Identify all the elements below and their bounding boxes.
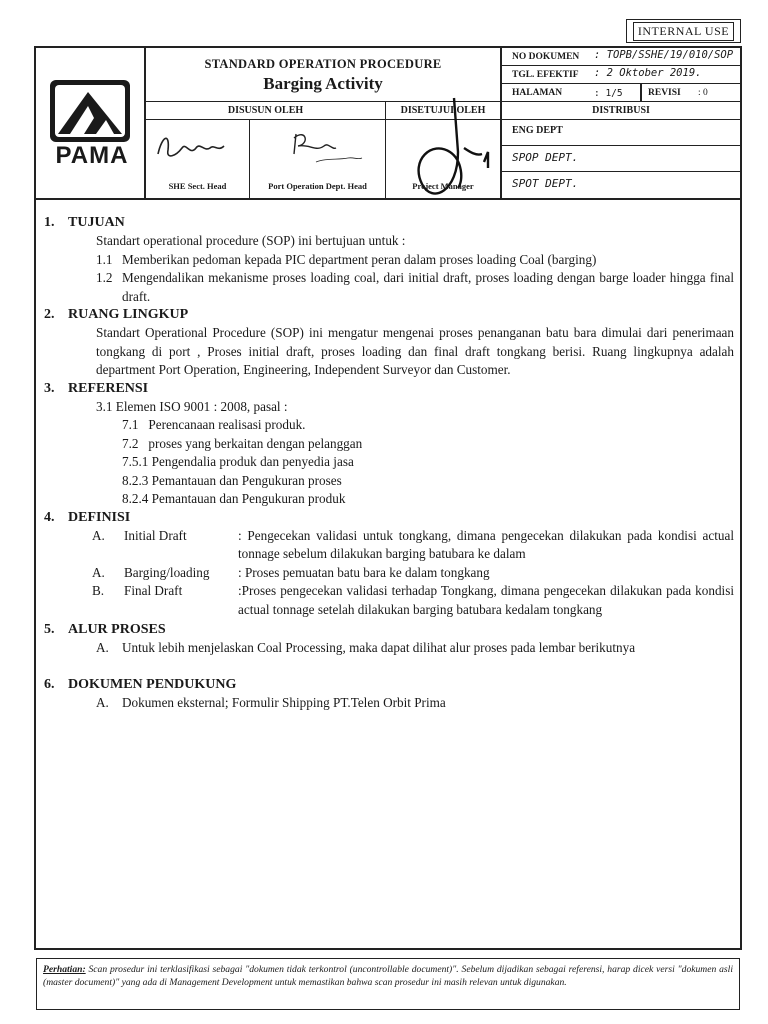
item-text: Memberikan pedoman kepada PIC department peran dalam proses loading Coal (barging) bbox=[122, 251, 597, 267]
definition-letter: B. bbox=[92, 583, 105, 599]
meta-row-halaman bbox=[502, 84, 740, 102]
disclaimer-note bbox=[36, 958, 740, 1010]
note-label: Perhatian: bbox=[43, 964, 86, 975]
item-text: Mengendalikan mekanisme proses loading coal, dari initial draft, proses loading dengan barge loader hingga final draft. bbox=[122, 270, 734, 304]
disetujui-oleh-header: DISETUJUI OLEH bbox=[386, 102, 502, 120]
meta-value: : 1/5 bbox=[594, 88, 623, 99]
section-title-dokumen-pendukung bbox=[44, 676, 734, 694]
signature-box-port bbox=[250, 120, 386, 198]
definition-term: Initial Draft bbox=[124, 527, 187, 543]
distribution-entry: SPOT DEPT. bbox=[512, 177, 579, 190]
section-heading: ALUR PROSES bbox=[68, 621, 166, 637]
definition-row bbox=[44, 582, 734, 619]
definition-desc: :Proses pengecekan validasi terhadap Tongkang, dimana pengecekan dilakukan pada kondisi actual tonnage setelah dilakukan barging batubara kedalam tongkang bbox=[238, 583, 734, 617]
internal-use-stamp: INTERNAL USE bbox=[626, 19, 741, 43]
reference-item: 7.1 Perencanaan realisasi produk. bbox=[122, 417, 306, 433]
definition-letter: A. bbox=[92, 527, 105, 543]
section-number: 5. bbox=[44, 621, 55, 637]
list-item bbox=[44, 251, 734, 269]
role-label: Project Manager bbox=[412, 181, 474, 191]
section-intro: Standart operational procedure (SOP) ini bertujuan untuk : bbox=[96, 233, 406, 249]
meta-value: : TOPB/SSHE/19/010/SOP bbox=[594, 49, 734, 61]
section-number: 3. bbox=[44, 380, 55, 396]
distribution-entry: SPOP DEPT. bbox=[512, 151, 579, 164]
section-title-referensi bbox=[44, 380, 734, 398]
section-heading: DEFINISI bbox=[68, 509, 131, 525]
section-heading: RUANG LINGKUP bbox=[68, 307, 189, 323]
section-title-tujuan bbox=[44, 214, 734, 232]
definition-desc: : Pengecekan validasi untuk tongkang, dimana pengecekan dilakukan pada kondisi actual tonnage sebelum dilakukan barging batubara ke dalam bbox=[238, 527, 734, 562]
signature-box-pm bbox=[386, 120, 502, 198]
distribution-entry: ENG DEPT bbox=[512, 125, 563, 136]
meta-label: TGL. EFEKTIF bbox=[512, 70, 579, 80]
distribution-row bbox=[502, 172, 740, 198]
revisi-value: : 0 bbox=[698, 88, 708, 98]
signature-box-she bbox=[146, 120, 250, 198]
document-meta bbox=[502, 48, 740, 102]
note-text: Scan prosedur ini terklasifikasi sebagai "dokumen tidak terkontrol (uncontrollable document)". Sebelum dijadikan sebagai referensi, harap dicek versi "dokumen asli (master document)" yang ada di Management Development untuk memastikan bahwa scan prosedur ini masih relevan untuk digunakan. bbox=[43, 964, 733, 988]
reference-item: 7.5.1 Pengendalia produk dan penyedia jasa bbox=[122, 454, 354, 470]
section-title-alur-proses bbox=[44, 621, 734, 639]
role-label: SHE Sect. Head bbox=[168, 181, 227, 191]
reference-item: 8.2.4 Pemantauan dan Pengukuran produk bbox=[122, 491, 346, 507]
distribusi-header: DISTRIBUSI bbox=[502, 102, 740, 120]
disusun-oleh-header: DISUSUN OLEH bbox=[146, 102, 386, 120]
distribution-row bbox=[502, 146, 740, 172]
signature-she-icon bbox=[152, 126, 242, 166]
item-letter: A. bbox=[96, 640, 109, 656]
meta-row-nodok bbox=[502, 48, 740, 66]
definition-term: Final Draft bbox=[124, 583, 183, 599]
section-title-definisi bbox=[44, 509, 734, 527]
section-number: 2. bbox=[44, 307, 55, 323]
item-number: 1.2 bbox=[96, 270, 113, 286]
revisi-label: REVISI bbox=[648, 88, 681, 98]
signature-pm-icon bbox=[392, 92, 502, 212]
meta-row-tgl bbox=[502, 66, 740, 84]
company-logo bbox=[36, 48, 146, 198]
reference-item: 8.2.3 Pemantauan dan Pengukuran proses bbox=[122, 472, 342, 488]
item-text: Untuk lebih menjelaskan Coal Processing, maka dapat dilihat alur proses pada lembar berikutnya bbox=[122, 640, 636, 656]
item-letter: A. bbox=[96, 695, 109, 711]
reference-item: 7.2 proses yang berkaitan dengan pelanggan bbox=[122, 435, 363, 451]
section-title-ruang-lingkup bbox=[44, 306, 734, 324]
meta-divider bbox=[640, 84, 642, 101]
item-number: 1.1 bbox=[96, 251, 113, 267]
section-number: 1. bbox=[44, 215, 55, 230]
item-text: Dokumen eksternal; Formulir Shipping PT.Telen Orbit Prima bbox=[122, 695, 446, 711]
meta-label: NO DOKUMEN bbox=[512, 52, 580, 62]
signature-port-icon bbox=[276, 124, 376, 168]
distribution-row bbox=[502, 120, 740, 146]
list-item bbox=[44, 269, 734, 306]
section-heading: REFERENSI bbox=[68, 380, 149, 396]
list-item bbox=[44, 694, 734, 712]
definition-letter: A. bbox=[92, 564, 105, 580]
definition-term: Barging/loading bbox=[124, 564, 210, 580]
definition-row bbox=[44, 564, 734, 582]
section-number: 6. bbox=[44, 676, 55, 692]
logo-text: PAMA bbox=[55, 142, 129, 169]
section-heading: DOKUMEN PENDUKUNG bbox=[68, 676, 237, 692]
doc-type: STANDARD OPERATION PROCEDURE bbox=[204, 57, 442, 71]
list-item bbox=[44, 639, 734, 657]
doc-title: Barging Activity bbox=[263, 74, 383, 93]
section-intro: 3.1 Elemen ISO 9001 : 2008, pasal : bbox=[96, 399, 288, 415]
section-heading: TUJUAN bbox=[68, 215, 125, 230]
section-paragraph: Standart Operational Procedure (SOP) ini mengatur mengenai proses penanganan batu bara dimulai dari penerimaan tongkang di port , Proses initial draft, proses loading dan final draft tongkang berisi. Ruang lingkupnya adalah department Port Operation, Engineering, Independent Surveyor dan Customer. bbox=[96, 325, 734, 378]
section-number: 4. bbox=[44, 509, 55, 525]
meta-label: HALAMAN bbox=[512, 88, 563, 98]
document-header bbox=[36, 48, 740, 200]
meta-value: : 2 Oktober 2019. bbox=[594, 67, 702, 79]
definition-row bbox=[44, 527, 734, 564]
pama-logo-icon bbox=[48, 78, 132, 144]
role-label: Port Operation Dept. Head bbox=[268, 181, 367, 191]
document-body bbox=[44, 214, 734, 713]
definition-desc: : Proses pemuatan batu bara ke dalam tongkang bbox=[238, 564, 490, 580]
